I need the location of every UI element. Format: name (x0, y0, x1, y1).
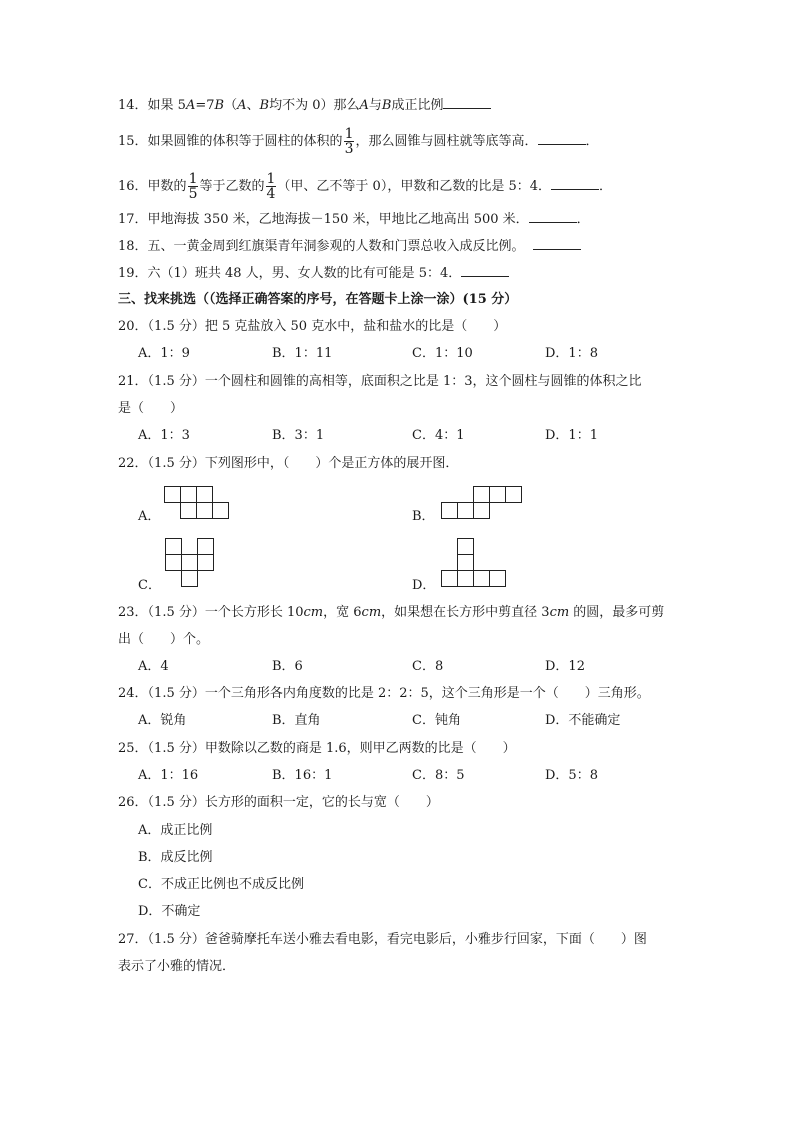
question-23-cont: 出（ ）个。 (118, 632, 210, 647)
cube-net-c (165, 538, 217, 590)
option-c[interactable]: C．1：10 (412, 346, 473, 361)
option-b[interactable]: B．6 (272, 659, 303, 674)
option-c[interactable]: C．8 (412, 659, 444, 674)
answer-blank[interactable] (443, 96, 491, 109)
cube-net-d (441, 538, 509, 590)
net-square (474, 571, 490, 587)
answer-blank[interactable] (551, 177, 599, 190)
option-a[interactable]: A．1：16 (138, 768, 199, 783)
option-c[interactable]: C．4：1 (412, 428, 465, 443)
option-c[interactable]: C．不成正比例也不成反比例 (138, 877, 304, 892)
answer-blank[interactable] (533, 237, 581, 250)
option-d[interactable]: D．12 (545, 659, 585, 674)
net-square (198, 539, 214, 555)
answer-blank[interactable] (529, 210, 577, 223)
option-b[interactable]: B．1：11 (272, 346, 333, 361)
net-square (197, 487, 213, 503)
net-square (474, 487, 490, 503)
option-a[interactable]: A．4 (138, 659, 169, 674)
section-heading: 三、找来挑选（（选择正确答案的序号，在答题卡上涂一涂）(15 分） (118, 292, 518, 307)
option-a[interactable]: A．1：3 (138, 428, 190, 443)
net-square (458, 539, 474, 555)
net-square (181, 487, 197, 503)
question-19: 19．六（1）班共 48 人，男、女人数的比有可能是 5：4． (118, 264, 509, 283)
question-15: 15．如果圆锥的体积等于圆柱的体积的 $\frac{1}{3}$ ，那么圆锥与圆柱就等底等高． ． (118, 126, 599, 157)
fraction: $\frac{1}{3}$ (344, 126, 354, 157)
net-square (166, 555, 182, 571)
option-d[interactable]: D．不确定 (138, 904, 201, 919)
net-square (213, 503, 229, 519)
option-b[interactable]: B． (412, 509, 435, 524)
question-16: 16．甲数的 $\frac{1}{5}$ 等于乙数的 $\frac{1}{4}$ （甲、乙不等于 0），甲数和乙数的比是 5：4． ． (118, 171, 613, 202)
cube-net-b (441, 486, 524, 520)
question-27-cont: 表示了小雅的情况． (118, 959, 236, 974)
option-d[interactable]: D．1：1 (545, 428, 598, 443)
fraction: $\frac{1}{4}$ (266, 171, 276, 202)
net-square (198, 555, 214, 571)
net-square (458, 503, 474, 519)
option-b[interactable]: B．直角 (272, 713, 321, 728)
option-d[interactable]: D．1：8 (545, 346, 598, 361)
question-27: 27．（1.5 分）爸爸骑摩托车送小雅去看电影，看完电影后，小雅步行回家，下面（ ）图 (118, 932, 647, 947)
option-b[interactable]: B．成反比例 (138, 850, 213, 865)
option-a[interactable]: A． (138, 509, 161, 524)
question-18: 18．五、一黄金周到红旗渠青年洞参观的人数和门票总收入成反比例。 (118, 237, 581, 256)
net-square (181, 503, 197, 519)
question-14: 14．如果 5A=7B（A、B均不为 0）那么A与B成正比例 (118, 96, 491, 115)
question-21: 21．（1.5 分）一个圆柱和圆锥的高相等，底面积之比是 1：3，这个圆柱与圆锥的体积之比 (118, 374, 642, 389)
option-c[interactable]: C．8：5 (412, 768, 465, 783)
option-c[interactable]: C．钝角 (412, 713, 461, 728)
option-d[interactable]: D．不能确定 (545, 713, 621, 728)
option-b[interactable]: B．16：1 (272, 768, 333, 783)
net-square (490, 571, 506, 587)
question-24: 24．（1.5 分）一个三角形各内角度数的比是 2：2：5，这个三角形是一个（ ）三角形。 (118, 686, 650, 701)
option-d[interactable]: D． (412, 578, 436, 593)
net-square (166, 539, 182, 555)
net-square (197, 503, 213, 519)
question-21-cont: 是（ ） (118, 401, 184, 416)
net-square (458, 571, 474, 587)
option-a[interactable]: A．1：9 (138, 346, 190, 361)
net-square (442, 503, 458, 519)
net-square (182, 571, 198, 587)
question-20: 20．（1.5 分）把 5 克盐放入 50 克水中，盐和盐水的比是（ ） (118, 319, 507, 334)
fraction: $\frac{1}{5}$ (188, 171, 198, 202)
question-25: 25．（1.5 分）甲数除以乙数的商是 1.6，则甲乙两数的比是（ ） (118, 741, 516, 756)
option-c[interactable]: C． (138, 578, 161, 593)
option-a[interactable]: A．锐角 (138, 713, 187, 728)
option-d[interactable]: D．5：8 (545, 768, 598, 783)
net-square (182, 555, 198, 571)
question-26: 26．（1.5 分）长方形的面积一定，它的长与宽（ ） (118, 795, 439, 810)
answer-blank[interactable] (461, 264, 509, 277)
net-square (165, 487, 181, 503)
net-square (458, 555, 474, 571)
question-17: 17．甲地海拔 350 米，乙地海拔－150 米，甲地比乙地高出 500 米． ． (118, 212, 590, 227)
net-square (474, 503, 490, 519)
answer-blank[interactable] (538, 132, 586, 145)
cube-net-a (164, 486, 230, 520)
option-a[interactable]: A．成正比例 (138, 823, 213, 838)
net-square (506, 487, 522, 503)
option-b[interactable]: B．3：1 (272, 428, 325, 443)
question-23: 23．（1.5 分）一个长方形长 10cm，宽 6cm，如果想在长方形中剪直径 3cm 的圆，最多可剪 (118, 605, 665, 620)
question-22: 22．（1.5 分）下列图形中，（ ）个是正方体的展开图． (118, 456, 459, 471)
net-square (442, 571, 458, 587)
net-square (490, 487, 506, 503)
